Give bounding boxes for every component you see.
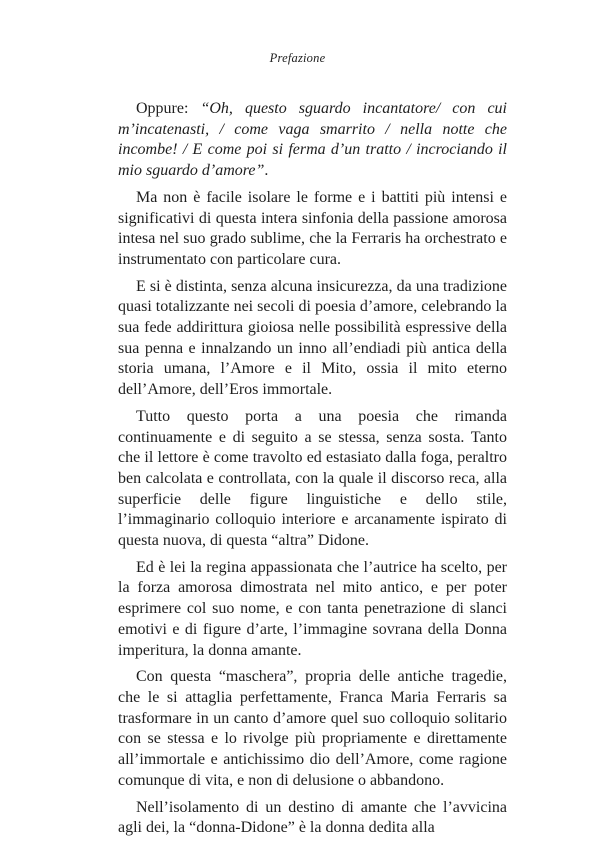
- paragraph-4: Tutto questo porta a una poesia che rimanda continuamente e di seguito a se stessa, senza sosta. Tanto che il lettore è come travolto ed estasiato dalla foga, peraltro ben calcolata e controllata, con la quale il discorso reca, alla superficie delle figure linguistiche e dello stile, l’immaginario colloquio interiore e arcanamente ispirato di questa nuova, di questa “altra” Didone.: [118, 407, 507, 550]
- paragraph-1-tail: .: [264, 162, 269, 180]
- paragraph-3: E si è distinta, senza alcuna insicurezza, da una tradizione quasi totalizzante nei secoli di poesia d’amore, celebrando la sua fede addirittura gioiosa nelle possibilità espressive della sua penna e innalzando un inno all’endiadi più antica della storia umana, l’Amore e il Mito, ossia il mito eterno dell’Amore, dell’Eros immortale.: [118, 277, 507, 399]
- paragraph-1-quote: “Oh, questo sguardo incantatore/ con cui m’incatenasti, / come vaga smarrito / nella notte che incombe! / E come poi si ferma d’un tratto / incrociando il mio sguardo d’amore”: [118, 100, 507, 180]
- running-head: Prefazione: [269, 51, 326, 65]
- body-text: [118, 99, 507, 845]
- paragraph-7: Nell’isolamento di un destino di amante che l’avvicina agli dei, la “donna-Didone” è la donna dedita alla: [118, 798, 507, 837]
- paragraph-6: Con questa “maschera”, propria delle antiche tragedie, che le si attaglia perfettamente, Franca Maria Ferraris sa trasformare in un canto d’amore quel suo colloquio solitario con se stessa e lo rivolge più propriamente e direttamente all’immortale e antichissimo dio dell’Amore, come ragione comunque di vita, e non di delusione o abbandono.: [118, 668, 507, 789]
- paragraph-1-lead: Oppure:: [136, 100, 201, 117]
- paragraph-2: Ma non è facile isolare le forme e i battiti più intensi e significativi di questa intera sinfonia della passione amorosa intesa nel suo grado sublime, che la Ferraris ha orchestrato e instrumentato con particolare cura.: [118, 188, 507, 268]
- paragraph-5: Ed è lei la regina appassionata che l’autrice ha scelto, per la forza amorosa dimostrata nel mito antico, e per poter esprimere col suo nome, e con tanta penetrazione di slanci emotivi e di figure d’arte, l’immagine sovrana della Donna imperitura, la donna amante.: [118, 558, 507, 659]
- paragraph-1: [118, 99, 507, 182]
